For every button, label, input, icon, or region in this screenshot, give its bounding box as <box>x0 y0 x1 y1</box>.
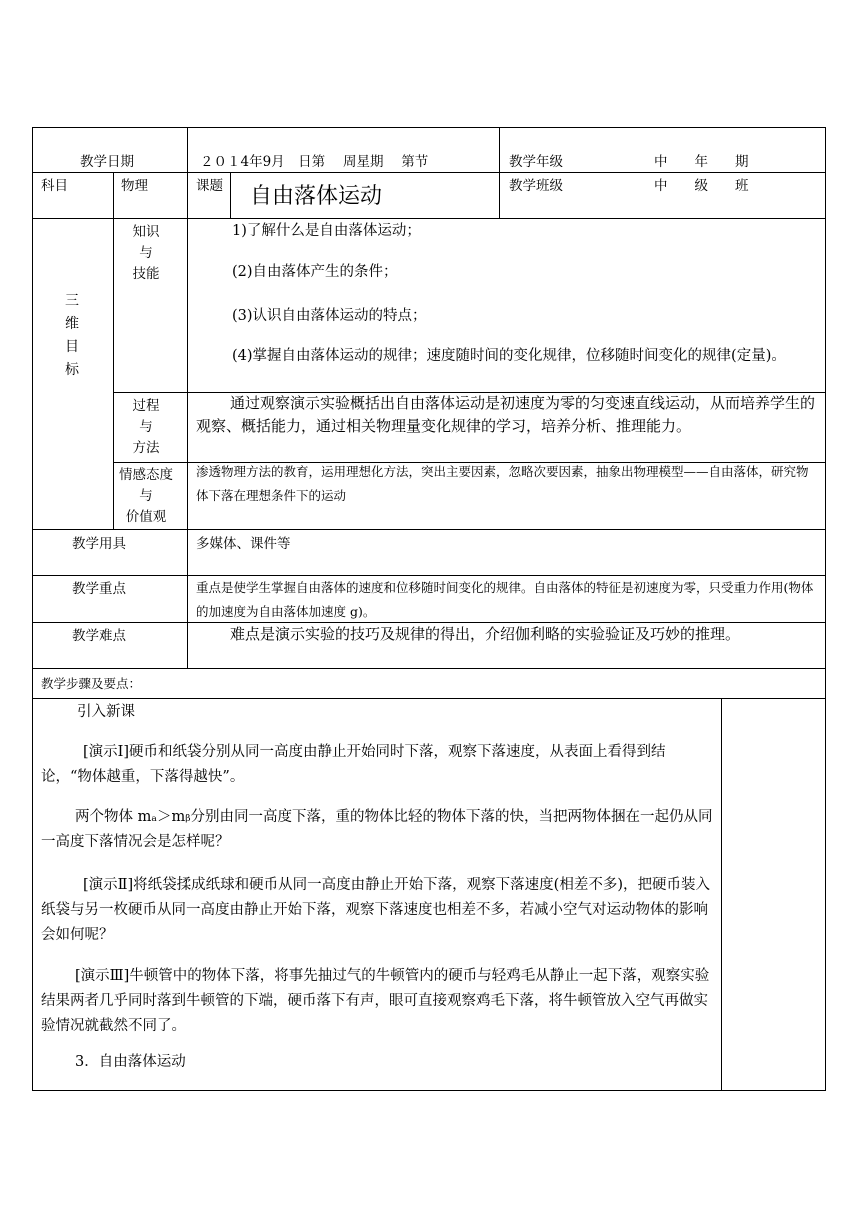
emotion-label-line: 情感态度 <box>119 467 173 483</box>
emotion-text: 渗透物理方法的教育，运用理想化方法，突出主要因素，忽略次要因素，抽象出物理模型——自由落体，研究物体下落在理想条件下的运动 <box>196 464 809 503</box>
knowledge-label <box>123 222 169 285</box>
process-label-line: 过程 <box>132 398 160 414</box>
subject-label: 科目 <box>41 178 68 194</box>
steps-intro: 引入新课 <box>77 704 135 720</box>
key-points-label: 教学重点 <box>72 581 126 597</box>
table-row-line <box>32 668 826 669</box>
class-value: 中 级 班 <box>654 178 749 194</box>
table-col-line <box>721 698 722 1090</box>
objectives-label <box>57 290 87 382</box>
objectives-label-char: 目 <box>65 339 79 355</box>
steps-demo-2: [演示Ⅱ]将纸袋揉成纸球和硬币从同一高度由静止开始下落，观察下落速度(相差不多)，把硬币装入纸袋与另一枚硬币从同一高度由静止开始下落，观察下落速度也相差不多，若减小空气对运动物体的影响会如何呢？ <box>41 877 710 943</box>
knowledge-item-1: 1)了解什么是自由落体运动； <box>232 223 421 239</box>
table-border-left <box>32 127 33 1091</box>
emotion-label <box>114 465 178 528</box>
grade-label: 教学年级 <box>509 154 563 170</box>
steps-demo-1: [演示Ⅰ]硬币和纸袋分别从同一高度由静止开始同时下落，观察下落速度，从表面上看得到结论，“物体越重，下落得越快”。 <box>41 744 666 785</box>
table-col-line <box>187 218 188 668</box>
knowledge-label-line: 技能 <box>132 266 160 282</box>
class-label: 教学班级 <box>509 178 563 194</box>
table-col-line <box>499 127 500 218</box>
process-text: 通过观察演示实验概括出自由落体运动是初速度为零的匀变速直线运动，从而培养学生的观察、概括能力，通过相关物理量变化规律的学习，培养分析、推理能力。 <box>196 394 816 435</box>
process-label-line: 与 <box>139 419 153 435</box>
knowledge-item-2: (2)自由落体产生的条件； <box>232 264 398 280</box>
subject-value: 物理 <box>121 178 148 194</box>
tools-value: 多媒体、课件等 <box>196 536 291 552</box>
table-row-line <box>32 172 826 173</box>
emotion-label-line: 与 <box>139 488 153 504</box>
knowledge-label-line: 知识 <box>132 224 160 240</box>
table-border-top <box>32 127 826 128</box>
knowledge-item-4: (4)掌握自由落体运动的规律；速度随时间的变化规律，位移随时间变化的规律(定量)。 <box>232 348 786 364</box>
key-points-value: 重点是使学生掌握自由落体的速度和位移随时间变化的规律。自由落体的特征是初速度为零，只受重力作用(物体的加速度为自由落体加速度 g)。 <box>196 580 814 619</box>
knowledge-item-3: (3)认识自由落体运动的特点； <box>232 308 427 324</box>
topic-label: 课题 <box>196 178 223 194</box>
steps-demo-3: [演示Ⅲ]牛顿管中的物体下落，将事先抽过气的牛顿管内的硬币与轻鸡毛从静止一起下落，观察实验结果两者几乎同时落到牛顿管的下端，硬币落下有声，眼可直接观察鸡毛下落，将牛顿管放入空气再做实验情况就截然不同了。 <box>41 968 710 1034</box>
grade-value: 中 年 期 <box>654 154 749 170</box>
objectives-label-char: 维 <box>65 316 79 332</box>
steps-label: 教学步骤及要点： <box>41 676 142 691</box>
table-col-line <box>187 127 188 218</box>
table-border-bottom <box>32 1090 826 1091</box>
knowledge-label-line: 与 <box>139 245 153 261</box>
table-row-line <box>32 218 826 219</box>
date-label: 教学日期 <box>80 154 134 170</box>
table-row-line <box>32 529 826 530</box>
topic-title: 自由落体运动 <box>250 184 383 209</box>
date-value: ２０１4年9月 日第 周星期 第节 <box>200 154 429 170</box>
table-row-line <box>32 698 826 699</box>
tools-label: 教学用具 <box>72 536 126 552</box>
process-label <box>123 396 169 459</box>
table-border-right <box>825 127 826 1091</box>
emotion-label-line: 价值观 <box>125 509 167 525</box>
process-label-line: 方法 <box>132 440 160 456</box>
difficulties-label: 教学难点 <box>72 628 126 644</box>
difficulties-value: 难点是演示实验的技巧及规律的得出，介绍伽利略的实验验证及巧妙的推理。 <box>230 625 741 643</box>
table-col-line <box>230 172 231 218</box>
objectives-label-char: 标 <box>65 362 79 378</box>
objectives-label-char: 三 <box>65 293 79 309</box>
steps-paragraph-2: 两个物体 mₐ＞mᵦ分别由同一高度下落，重的物体比轻的物体下落的快，当把两物体捆在一起仍从同一高度下落情况会是怎样呢？ <box>41 809 713 850</box>
steps-section-3: 3．自由落体运动 <box>75 1054 186 1070</box>
